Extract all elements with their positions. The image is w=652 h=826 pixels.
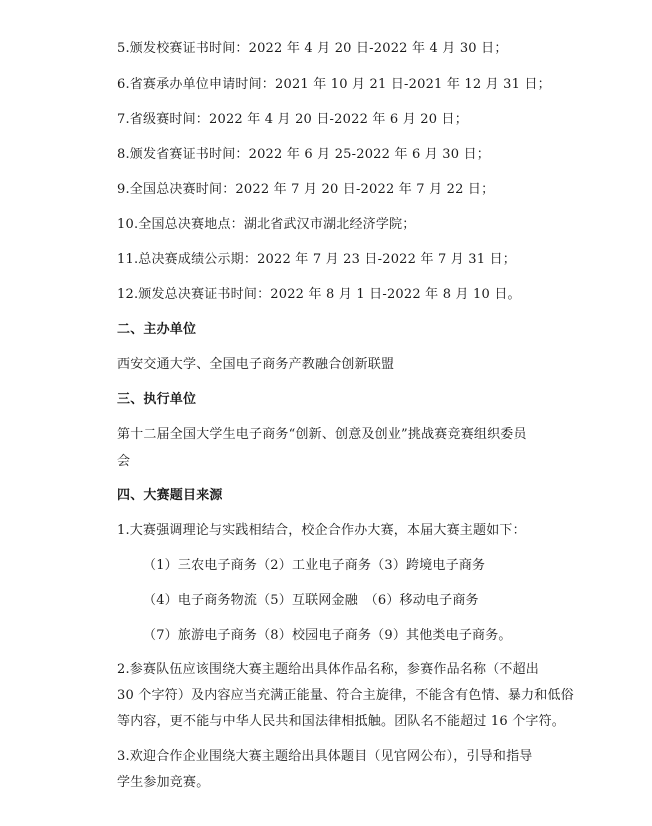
rule-paragraph-2-line-1: 2.参赛队伍应该围绕大赛主题给出具体作品名称，参赛作品名称（不超出 [117, 662, 540, 677]
section-heading-executor: 三、执行单位 [117, 392, 197, 407]
schedule-item-11: 11.总决赛成绩公示期：2022 年 7 月 23 日-2022 年 7 月 31 日； [117, 252, 516, 267]
executor-text-line-1: 第十二届全国大学生电子商务“创新、创意及创业”挑战赛竞赛组织委员 [117, 427, 527, 442]
rule-paragraph-3-line-1: 3.欢迎合作企业围绕大赛主题给出具体题目（见官网公布），引导和指导 [117, 749, 533, 764]
schedule-item-9: 9.全国总决赛时间：2022 年 7 月 20 日-2022 年 7 月 22 日； [117, 182, 495, 197]
rule-paragraph-2-line-2: 30 个字符）及内容应当充满正能量、符合主旋律，不能含有色情、暴力和低俗 [117, 688, 574, 703]
schedule-item-10: 10.全国总决赛地点：湖北省武汉市湖北经济学院； [117, 217, 416, 232]
topics-intro: 1.大赛强调理论与实践相结合，校企合作办大赛，本届大赛主题如下： [117, 523, 526, 538]
schedule-item-6: 6.省赛承办单位申请时间：2021 年 10 月 21 日-2021 年 12 月 31 日； [117, 77, 551, 92]
schedule-item-8: 8.颁发省赛证书时间：2022 年 6 月 25-2022 年 6 月 30 日； [117, 147, 490, 162]
section-heading-topics: 四、大赛题目来源 [117, 488, 223, 503]
schedule-item-5: 5.颁发校赛证书时间：2022 年 4 月 20 日-2022 年 4 月 30 日； [117, 41, 508, 56]
rule-paragraph-2-line-3: 等内容，更不能与中华人民共和国法律相抵触。团队名不能超过 16 个字符。 [117, 714, 566, 729]
executor-text-line-2: 会 [117, 454, 131, 469]
section-heading-host: 二、主办单位 [117, 322, 197, 337]
rule-paragraph-3-line-2: 学生参加竞赛。 [117, 775, 210, 790]
theme-list-row-1: （1）三农电子商务（2）工业电子商务（3）跨境电子商务 [143, 558, 486, 573]
host-organizers: 西安交通大学、全国电子商务产教融合创新联盟 [117, 357, 395, 372]
schedule-item-12: 12.颁发总决赛证书时间：2022 年 8 月 1 日-2022 年 8 月 10 日。 [117, 287, 521, 302]
theme-list-row-2: （4）电子商务物流（5）互联网金融 （6）移动电子商务 [143, 593, 479, 608]
schedule-item-7: 7.省级赛时间：2022 年 4 月 20 日-2022 年 6 月 20 日； [117, 112, 468, 127]
theme-list-row-3: （7）旅游电子商务（8）校园电子商务（9）其他类电子商务。 [143, 628, 512, 643]
